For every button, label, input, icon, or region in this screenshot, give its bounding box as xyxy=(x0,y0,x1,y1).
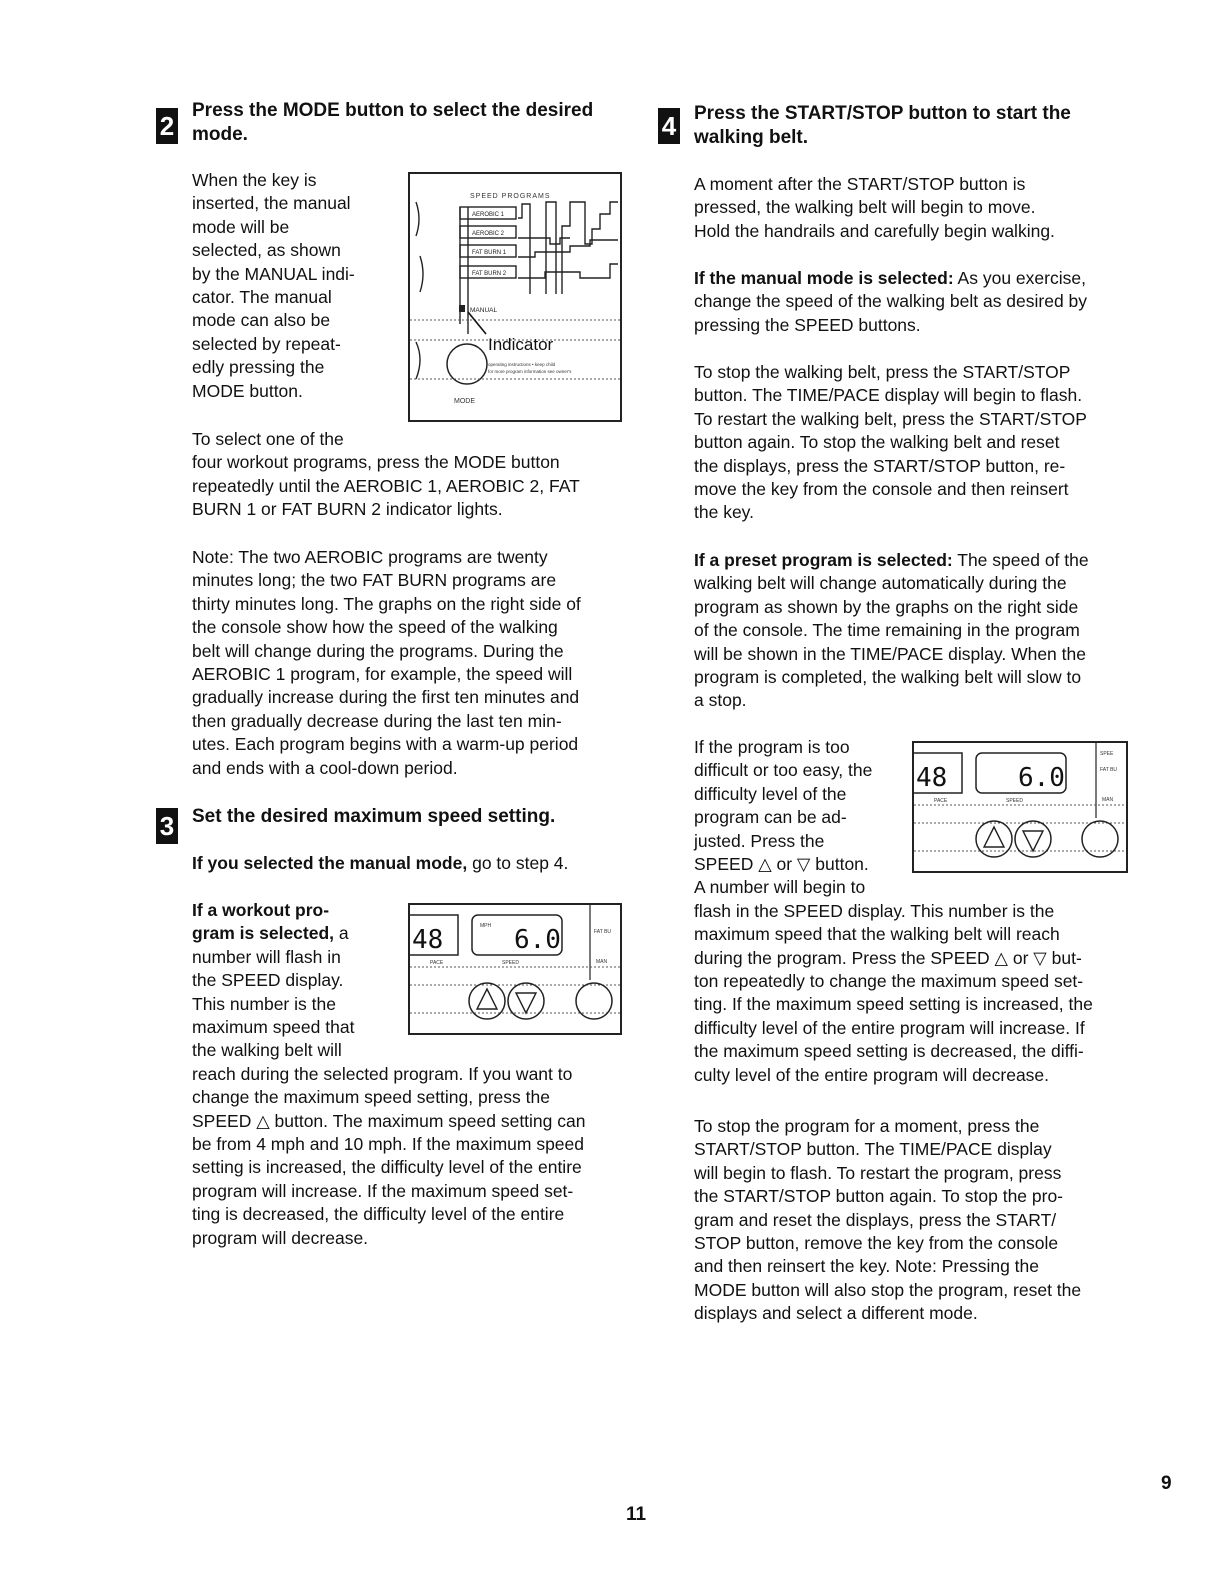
speed-label: SPEED xyxy=(502,960,519,966)
side-label-fat-burn: FAT BU xyxy=(594,929,612,935)
start-stop-button-drawing-right xyxy=(1082,821,1118,857)
mode-label: MODE xyxy=(454,398,475,405)
mph-label: MPH xyxy=(480,923,492,929)
console-fine-print-1: operating instructions • keep child xyxy=(488,362,556,367)
indicator-callout: Indicator xyxy=(488,335,554,354)
time-readout: 48 xyxy=(412,925,444,955)
side-label-speed-right: SPEE xyxy=(1100,751,1114,757)
console-fine-print-2: for more program information see owner's xyxy=(488,369,572,374)
step-3-manual-instruction: If you selected the manual mode, go to step 4. xyxy=(192,853,569,873)
step-4-pause-paragraph: To stop the program for a moment, press the START/STOP button. The TIME/PACE display will begin to flash. To restart the program, press the START/STOP button again. To stop the pro- gram and reset the displays, press the START/ STOP button, remove the key from the console and then reinsert the key. Note: Pressing the MODE button will also stop the program, reset the displays and select a different mode. xyxy=(694,1116,1082,1324)
side-label-manual-right: MAN xyxy=(1102,797,1114,803)
step-3-workout-instruction: If a workout pro- gram is selected, a number will flash in the SPEED display. This number is the maximum speed that the walking belt will reach during the selected program. If you want to change the maximum speed setting, press the SPEED △ button. The maximum speed setting can be from 4 mph and 10 mph. If the maximum speed setting is increased, the difficulty level of the entire program will increase. If the maximum speed set- ting is decreased, the difficulty level of the entire program will decrease. xyxy=(192,900,586,1248)
step-4-paragraph-1: A moment after the START/STOP button is pressed, the walking belt will begin to move. Hold the handrails and carefully begin walking. xyxy=(694,174,1055,241)
start-stop-button-drawing xyxy=(576,983,612,1019)
speed-programs-title: SPEED PROGRAMS xyxy=(470,193,551,200)
step-3-badge: 3 xyxy=(156,808,178,844)
console-mode-figure xyxy=(408,172,622,422)
page-number-right: 9 xyxy=(1161,1473,1172,1494)
triangle-up-icon-right xyxy=(984,827,1004,847)
program-label-aerobic-1: AEROBIC 1 xyxy=(472,212,505,218)
step-2-heading: Press the MODE button to select the desired mode. xyxy=(192,100,594,145)
step-2-badge: 2 xyxy=(156,108,178,144)
step-4-badge: 4 xyxy=(658,108,680,144)
step-4-difficulty-paragraph: If the program is too difficult or too easy, the difficulty level of the program can be ad- justed. Press the SPEED △ or ▽ button. A number will begin to flash in the SPEED display. This number is the maximum speed that the walking belt will reach during the program. Press the SPEED △ or ▽ but- ton repeatedly to change the maximum speed set- ting. If the maximum speed setting is increased, the difficulty level of the entire program will increase. If the maximum speed setting is decreased, the diffi- culty level of the entire program will decrease. xyxy=(694,737,1093,1085)
mode-button-drawing xyxy=(447,344,487,384)
step-3-heading: Set the desired maximum speed setting. xyxy=(192,806,556,827)
speed-readout: 6.0 xyxy=(514,925,561,955)
speed-label-right: SPEED xyxy=(1006,798,1023,804)
triangle-up-icon xyxy=(477,989,497,1009)
program-label-fat-burn-1: FAT BURN 1 xyxy=(472,250,507,256)
speed-display-drawing xyxy=(410,905,620,1033)
speed-display-figure-right xyxy=(912,741,1128,873)
pace-label: PACE xyxy=(430,960,444,966)
triangle-down-icon xyxy=(516,993,536,1013)
manual-indicator-light xyxy=(459,305,465,312)
speed-display-figure xyxy=(408,903,622,1035)
console-mode-drawing xyxy=(410,174,620,420)
step-4-preset-paragraph: If a preset program is selected: The speed of the walking belt will change automatically during the program as shown by the graphs on the right side of the console. The time remaining in the program will be shown in the TIME/PACE display. When the program is completed, the walking belt will slow to a stop. xyxy=(694,550,1089,711)
time-readout-right: 48 xyxy=(916,763,948,793)
indicator-pointer xyxy=(468,312,486,334)
speed-readout-right: 6.0 xyxy=(1018,763,1065,793)
speed-display-drawing-right xyxy=(914,743,1126,871)
page-number-bottom: 11 xyxy=(626,1504,647,1525)
pace-label-right: PACE xyxy=(934,798,948,804)
step-4-heading: Press the START/STOP button to start the walking belt. xyxy=(694,103,1071,148)
program-label-aerobic-2: AEROBIC 2 xyxy=(472,231,505,237)
step-4-manual-paragraph: If the manual mode is selected: As you exercise, change the speed of the walking belt as desired by pressing the SPEED buttons. xyxy=(694,268,1088,335)
side-label-fat-burn-right: FAT BU xyxy=(1100,767,1118,773)
step-2-program-instructions: To select one of the four workout programs, press the MODE button repeatedly until the AEROBIC 1, AEROBIC 2, FAT BURN 1 or FAT BURN 2 indicator lights. xyxy=(192,429,580,520)
step-4-stop-paragraph: To stop the walking belt, press the START/STOP button. The TIME/PACE display will begin to flash. To restart the walking belt, press the START/STOP button again. To stop the walking belt and reset the displays, press the START/STOP button, re- move the key from the console and then reinsert the key. xyxy=(694,362,1087,523)
program-label-fat-burn-2: FAT BURN 2 xyxy=(472,271,507,277)
step-2-intro: When the key is inserted, the manual mode will be selected, as shown by the MANUAL indi- cator. The manual mode can also be selected by repeat- edly pressing the MODE button. xyxy=(192,170,355,401)
step-2-note: Note: The two AEROBIC programs are twenty minutes long; the two FAT BURN programs are thirty minutes long. The graphs on the right side of the console show how the speed of the walking belt will change during the programs. During the AEROBIC 1 program, for example, the speed will gradually increase during the first ten minutes and then gradually decrease during the last ten min- utes. Each program begins with a warm-up period and ends with a cool-down period. xyxy=(192,547,581,778)
triangle-down-icon-right xyxy=(1023,831,1043,851)
manual-label: MANUAL xyxy=(470,307,498,314)
side-label-manual: MAN xyxy=(596,959,608,965)
